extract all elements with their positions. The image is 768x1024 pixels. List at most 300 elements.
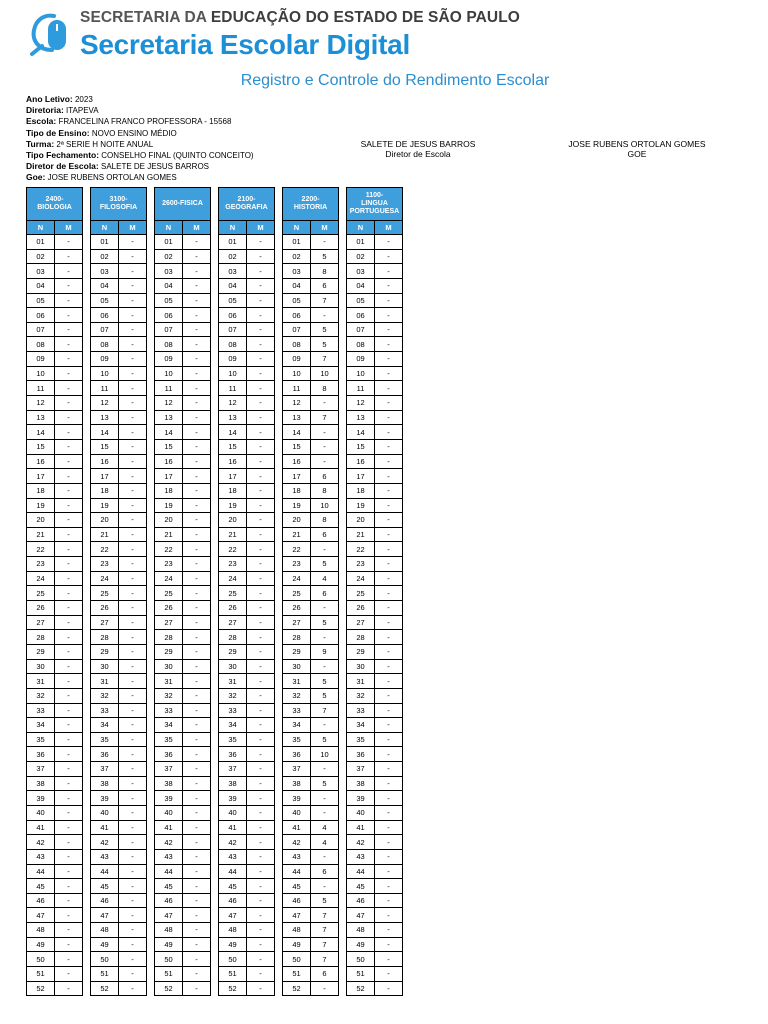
student-number-cell: 31 bbox=[219, 674, 247, 689]
column-gap bbox=[147, 981, 155, 996]
mark-cell: - bbox=[55, 923, 83, 938]
student-number-cell: 04 bbox=[91, 278, 119, 293]
table-row bbox=[27, 674, 403, 689]
student-number-cell: 12 bbox=[283, 396, 311, 411]
student-number-cell: 08 bbox=[27, 337, 55, 352]
mark-cell: - bbox=[375, 703, 403, 718]
mark-cell: - bbox=[247, 762, 275, 777]
mark-cell: - bbox=[55, 439, 83, 454]
student-number-cell: 34 bbox=[155, 718, 183, 733]
mark-cell: - bbox=[183, 908, 211, 923]
student-number-cell: 05 bbox=[283, 293, 311, 308]
student-number-cell: 13 bbox=[219, 410, 247, 425]
student-number-cell: 47 bbox=[27, 908, 55, 923]
column-gap bbox=[147, 221, 155, 235]
column-gap bbox=[339, 981, 347, 996]
signature-name: JOSE RUBENS ORTOLAN GOMES bbox=[568, 139, 706, 149]
student-number-cell: 24 bbox=[155, 571, 183, 586]
subject-header-line: PORTUGUESA bbox=[349, 208, 400, 215]
mark-cell: - bbox=[119, 630, 147, 645]
student-number-cell: 43 bbox=[219, 849, 247, 864]
student-number-cell: 40 bbox=[27, 805, 55, 820]
mark-cell: - bbox=[247, 732, 275, 747]
mark-cell: - bbox=[247, 293, 275, 308]
column-gap bbox=[147, 601, 155, 616]
column-gap bbox=[83, 410, 91, 425]
student-number-cell: 38 bbox=[219, 776, 247, 791]
mark-cell: - bbox=[119, 688, 147, 703]
column-gap bbox=[83, 469, 91, 484]
column-gap bbox=[339, 923, 347, 938]
mark-cell: - bbox=[375, 879, 403, 894]
table-row bbox=[27, 381, 403, 396]
table-row bbox=[27, 601, 403, 616]
column-gap bbox=[275, 849, 283, 864]
student-number-cell: 38 bbox=[27, 776, 55, 791]
mark-cell: - bbox=[183, 762, 211, 777]
student-number-cell: 38 bbox=[155, 776, 183, 791]
mark-cell: - bbox=[247, 249, 275, 264]
student-number-cell: 26 bbox=[27, 601, 55, 616]
student-number-cell: 13 bbox=[27, 410, 55, 425]
column-gap bbox=[339, 352, 347, 367]
table-row bbox=[27, 864, 403, 879]
mark-cell: - bbox=[247, 352, 275, 367]
column-gap bbox=[275, 601, 283, 616]
student-number-cell: 29 bbox=[283, 644, 311, 659]
student-number-cell: 44 bbox=[347, 864, 375, 879]
column-gap bbox=[339, 630, 347, 645]
mark-cell: - bbox=[119, 981, 147, 996]
mark-cell: - bbox=[55, 732, 83, 747]
mark-cell: - bbox=[375, 410, 403, 425]
mark-cell: - bbox=[247, 542, 275, 557]
mark-cell: - bbox=[55, 381, 83, 396]
column-gap bbox=[211, 542, 219, 557]
column-gap bbox=[83, 527, 91, 542]
column-gap bbox=[211, 308, 219, 323]
student-number-cell: 40 bbox=[91, 805, 119, 820]
mark-cell: - bbox=[119, 469, 147, 484]
org-rest: EDUCAÇÃO DO ESTADO DE SÃO PAULO bbox=[210, 9, 520, 26]
org-name bbox=[80, 9, 520, 27]
info-label: Tipo de Ensino: bbox=[26, 127, 90, 138]
column-gap bbox=[211, 221, 219, 235]
column-gap bbox=[211, 188, 219, 221]
mark-cell: 10 bbox=[311, 366, 339, 381]
column-gap bbox=[339, 410, 347, 425]
column-gap bbox=[275, 557, 283, 572]
column-gap bbox=[339, 381, 347, 396]
student-number-cell: 10 bbox=[283, 366, 311, 381]
mark-cell: - bbox=[55, 557, 83, 572]
mark-cell: - bbox=[183, 849, 211, 864]
column-gap bbox=[83, 615, 91, 630]
table-row bbox=[27, 630, 403, 645]
mark-cell: - bbox=[183, 322, 211, 337]
student-number-cell: 06 bbox=[347, 308, 375, 323]
student-number-cell: 09 bbox=[155, 352, 183, 367]
student-number-cell: 07 bbox=[219, 322, 247, 337]
student-number-cell: 14 bbox=[91, 425, 119, 440]
student-number-cell: 13 bbox=[91, 410, 119, 425]
mark-cell: - bbox=[119, 923, 147, 938]
mark-cell: - bbox=[119, 483, 147, 498]
mark-cell: - bbox=[375, 967, 403, 982]
student-number-cell: 41 bbox=[283, 820, 311, 835]
student-number-cell: 11 bbox=[283, 381, 311, 396]
column-gap bbox=[211, 747, 219, 762]
column-gap bbox=[339, 454, 347, 469]
column-gap bbox=[339, 527, 347, 542]
mark-cell: - bbox=[55, 952, 83, 967]
column-gap bbox=[83, 908, 91, 923]
student-number-cell: 27 bbox=[155, 615, 183, 630]
column-gap bbox=[147, 439, 155, 454]
column-gap bbox=[211, 630, 219, 645]
table-row bbox=[27, 747, 403, 762]
grades-table bbox=[26, 187, 403, 996]
mark-cell: - bbox=[55, 498, 83, 513]
column-gap bbox=[83, 381, 91, 396]
mark-cell: - bbox=[119, 586, 147, 601]
student-number-cell: 36 bbox=[347, 747, 375, 762]
table-row bbox=[27, 557, 403, 572]
student-number-cell: 22 bbox=[155, 542, 183, 557]
column-gap bbox=[339, 188, 347, 221]
mark-cell: 7 bbox=[311, 410, 339, 425]
mark-cell: - bbox=[247, 396, 275, 411]
student-number-cell: 24 bbox=[283, 571, 311, 586]
student-number-cell: 37 bbox=[155, 762, 183, 777]
mark-cell: - bbox=[183, 381, 211, 396]
mark-cell: - bbox=[311, 762, 339, 777]
number-column-header: N bbox=[27, 221, 55, 235]
mark-cell: - bbox=[183, 249, 211, 264]
mark-cell: 7 bbox=[311, 908, 339, 923]
column-gap bbox=[83, 718, 91, 733]
info-row bbox=[26, 116, 254, 127]
column-gap bbox=[339, 776, 347, 791]
mark-cell: 8 bbox=[311, 381, 339, 396]
column-gap bbox=[339, 893, 347, 908]
mark-cell: - bbox=[55, 718, 83, 733]
student-number-cell: 20 bbox=[27, 513, 55, 528]
student-number-cell: 21 bbox=[155, 527, 183, 542]
mark-cell: 10 bbox=[311, 747, 339, 762]
mark-cell: - bbox=[375, 469, 403, 484]
mark-cell: - bbox=[375, 586, 403, 601]
student-number-cell: 39 bbox=[27, 791, 55, 806]
mark-cell: - bbox=[375, 527, 403, 542]
column-gap bbox=[211, 601, 219, 616]
column-gap bbox=[147, 952, 155, 967]
table-row bbox=[27, 762, 403, 777]
student-number-cell: 12 bbox=[219, 396, 247, 411]
mark-cell: - bbox=[183, 439, 211, 454]
column-gap bbox=[83, 893, 91, 908]
column-gap bbox=[339, 366, 347, 381]
student-number-cell: 44 bbox=[283, 864, 311, 879]
column-gap bbox=[147, 659, 155, 674]
column-gap bbox=[339, 513, 347, 528]
column-gap bbox=[83, 820, 91, 835]
column-gap bbox=[211, 615, 219, 630]
column-gap bbox=[147, 513, 155, 528]
mark-cell: - bbox=[55, 805, 83, 820]
mark-cell: - bbox=[55, 249, 83, 264]
column-gap bbox=[147, 188, 155, 221]
column-gap bbox=[147, 235, 155, 250]
student-number-cell: 18 bbox=[283, 483, 311, 498]
column-gap bbox=[147, 615, 155, 630]
column-gap bbox=[83, 278, 91, 293]
mark-cell: - bbox=[55, 791, 83, 806]
student-number-cell: 24 bbox=[347, 571, 375, 586]
table-row bbox=[27, 439, 403, 454]
mark-cell: - bbox=[375, 644, 403, 659]
student-number-cell: 04 bbox=[347, 278, 375, 293]
mark-cell: - bbox=[55, 630, 83, 645]
student-number-cell: 22 bbox=[27, 542, 55, 557]
mark-cell: - bbox=[55, 908, 83, 923]
column-gap bbox=[83, 879, 91, 894]
mark-column-header: M bbox=[119, 221, 147, 235]
student-number-cell: 20 bbox=[347, 513, 375, 528]
student-number-cell: 46 bbox=[219, 893, 247, 908]
student-number-cell: 31 bbox=[155, 674, 183, 689]
column-gap bbox=[339, 557, 347, 572]
column-gap bbox=[339, 586, 347, 601]
column-gap bbox=[211, 864, 219, 879]
student-number-cell: 18 bbox=[347, 483, 375, 498]
student-number-cell: 02 bbox=[27, 249, 55, 264]
column-gap bbox=[83, 805, 91, 820]
student-number-cell: 10 bbox=[27, 366, 55, 381]
column-gap bbox=[275, 776, 283, 791]
student-number-cell: 14 bbox=[219, 425, 247, 440]
student-number-cell: 50 bbox=[155, 952, 183, 967]
student-number-cell: 45 bbox=[155, 879, 183, 894]
mark-cell: - bbox=[247, 235, 275, 250]
column-gap bbox=[211, 513, 219, 528]
mark-cell: - bbox=[119, 908, 147, 923]
student-number-cell: 16 bbox=[219, 454, 247, 469]
mark-cell: - bbox=[375, 278, 403, 293]
column-gap bbox=[147, 776, 155, 791]
student-number-cell: 44 bbox=[27, 864, 55, 879]
column-gap bbox=[147, 337, 155, 352]
column-gap bbox=[83, 688, 91, 703]
column-gap bbox=[83, 337, 91, 352]
student-number-cell: 37 bbox=[27, 762, 55, 777]
column-gap bbox=[275, 908, 283, 923]
student-number-cell: 40 bbox=[283, 805, 311, 820]
mark-cell: - bbox=[55, 352, 83, 367]
column-gap bbox=[83, 235, 91, 250]
student-number-cell: 29 bbox=[347, 644, 375, 659]
student-number-cell: 01 bbox=[219, 235, 247, 250]
column-gap bbox=[339, 615, 347, 630]
mark-cell: - bbox=[247, 278, 275, 293]
student-number-cell: 17 bbox=[155, 469, 183, 484]
column-gap bbox=[83, 221, 91, 235]
column-gap bbox=[211, 967, 219, 982]
mark-cell: - bbox=[247, 923, 275, 938]
student-number-cell: 17 bbox=[91, 469, 119, 484]
student-number-cell: 19 bbox=[155, 498, 183, 513]
mark-cell: - bbox=[119, 674, 147, 689]
student-number-cell: 28 bbox=[283, 630, 311, 645]
mark-cell: - bbox=[55, 615, 83, 630]
mark-column-header: M bbox=[311, 221, 339, 235]
mark-cell: 7 bbox=[311, 952, 339, 967]
column-gap bbox=[147, 308, 155, 323]
table-row bbox=[27, 805, 403, 820]
student-number-cell: 08 bbox=[91, 337, 119, 352]
mark-cell: - bbox=[55, 454, 83, 469]
student-number-cell: 24 bbox=[219, 571, 247, 586]
mark-cell: - bbox=[375, 659, 403, 674]
student-number-cell: 16 bbox=[347, 454, 375, 469]
mark-cell: - bbox=[375, 835, 403, 850]
mark-column-header: M bbox=[247, 221, 275, 235]
student-number-cell: 48 bbox=[155, 923, 183, 938]
column-gap bbox=[83, 425, 91, 440]
mark-cell: - bbox=[375, 923, 403, 938]
column-gap bbox=[339, 322, 347, 337]
student-number-cell: 07 bbox=[91, 322, 119, 337]
column-gap bbox=[147, 644, 155, 659]
subject-header bbox=[155, 188, 211, 221]
student-number-cell: 09 bbox=[283, 352, 311, 367]
student-number-cell: 21 bbox=[27, 527, 55, 542]
column-gap bbox=[147, 674, 155, 689]
column-gap bbox=[339, 644, 347, 659]
student-number-cell: 17 bbox=[347, 469, 375, 484]
mark-cell: - bbox=[311, 439, 339, 454]
mark-cell: 7 bbox=[311, 703, 339, 718]
mark-cell: - bbox=[183, 601, 211, 616]
column-gap bbox=[275, 235, 283, 250]
student-number-cell: 30 bbox=[219, 659, 247, 674]
mark-cell: - bbox=[311, 308, 339, 323]
mark-cell: - bbox=[311, 718, 339, 733]
mark-cell: - bbox=[247, 908, 275, 923]
column-gap bbox=[339, 908, 347, 923]
column-gap bbox=[211, 235, 219, 250]
column-gap bbox=[275, 952, 283, 967]
column-gap bbox=[83, 864, 91, 879]
signature-role: Diretor de Escola bbox=[385, 149, 451, 159]
number-column-header: N bbox=[219, 221, 247, 235]
mark-cell: - bbox=[119, 293, 147, 308]
mark-cell: - bbox=[375, 571, 403, 586]
mark-cell: - bbox=[247, 893, 275, 908]
student-number-cell: 13 bbox=[283, 410, 311, 425]
student-number-cell: 52 bbox=[347, 981, 375, 996]
column-gap bbox=[275, 469, 283, 484]
student-number-cell: 02 bbox=[283, 249, 311, 264]
student-number-cell: 52 bbox=[219, 981, 247, 996]
mark-cell: - bbox=[247, 805, 275, 820]
student-number-cell: 30 bbox=[91, 659, 119, 674]
mark-cell: - bbox=[247, 410, 275, 425]
mark-cell: - bbox=[183, 571, 211, 586]
column-gap bbox=[275, 381, 283, 396]
student-number-cell: 14 bbox=[27, 425, 55, 440]
column-gap bbox=[211, 425, 219, 440]
student-number-cell: 06 bbox=[219, 308, 247, 323]
student-number-cell: 15 bbox=[283, 439, 311, 454]
number-column-header: N bbox=[347, 221, 375, 235]
column-gap bbox=[83, 293, 91, 308]
mark-cell: - bbox=[119, 264, 147, 279]
student-number-cell: 47 bbox=[219, 908, 247, 923]
student-number-cell: 31 bbox=[347, 674, 375, 689]
column-gap bbox=[211, 586, 219, 601]
table-row bbox=[27, 908, 403, 923]
student-number-cell: 19 bbox=[27, 498, 55, 513]
mark-cell: - bbox=[119, 542, 147, 557]
mark-cell: 5 bbox=[311, 322, 339, 337]
info-value: JOSE RUBENS ORTOLAN GOMES bbox=[47, 173, 177, 183]
student-number-cell: 22 bbox=[91, 542, 119, 557]
table-row bbox=[27, 937, 403, 952]
student-number-cell: 46 bbox=[91, 893, 119, 908]
mark-cell: - bbox=[55, 659, 83, 674]
mark-cell: 5 bbox=[311, 674, 339, 689]
mark-cell: - bbox=[119, 967, 147, 982]
mark-cell: - bbox=[375, 674, 403, 689]
student-number-cell: 03 bbox=[91, 264, 119, 279]
student-number-cell: 27 bbox=[347, 615, 375, 630]
column-gap bbox=[211, 762, 219, 777]
mark-cell: 5 bbox=[311, 688, 339, 703]
student-number-cell: 39 bbox=[347, 791, 375, 806]
column-gap bbox=[147, 249, 155, 264]
mark-cell: - bbox=[119, 337, 147, 352]
column-gap bbox=[275, 396, 283, 411]
student-number-cell: 24 bbox=[91, 571, 119, 586]
column-gap bbox=[339, 791, 347, 806]
student-number-cell: 32 bbox=[91, 688, 119, 703]
mark-cell: - bbox=[55, 586, 83, 601]
mark-cell: - bbox=[55, 469, 83, 484]
column-gap bbox=[147, 747, 155, 762]
student-number-cell: 37 bbox=[347, 762, 375, 777]
student-number-cell: 42 bbox=[155, 835, 183, 850]
student-number-cell: 32 bbox=[219, 688, 247, 703]
mark-cell: - bbox=[55, 410, 83, 425]
student-number-cell: 35 bbox=[27, 732, 55, 747]
mark-cell: - bbox=[183, 923, 211, 938]
student-number-cell: 51 bbox=[155, 967, 183, 982]
column-gap bbox=[147, 396, 155, 411]
mark-cell: - bbox=[247, 483, 275, 498]
student-number-cell: 29 bbox=[155, 644, 183, 659]
student-number-cell: 40 bbox=[155, 805, 183, 820]
info-label: Escola: bbox=[26, 116, 57, 127]
mark-cell: - bbox=[55, 981, 83, 996]
student-number-cell: 11 bbox=[27, 381, 55, 396]
student-number-cell: 02 bbox=[219, 249, 247, 264]
student-number-cell: 47 bbox=[347, 908, 375, 923]
mark-cell: - bbox=[375, 864, 403, 879]
column-gap bbox=[275, 937, 283, 952]
student-number-cell: 49 bbox=[347, 937, 375, 952]
table-row bbox=[27, 849, 403, 864]
